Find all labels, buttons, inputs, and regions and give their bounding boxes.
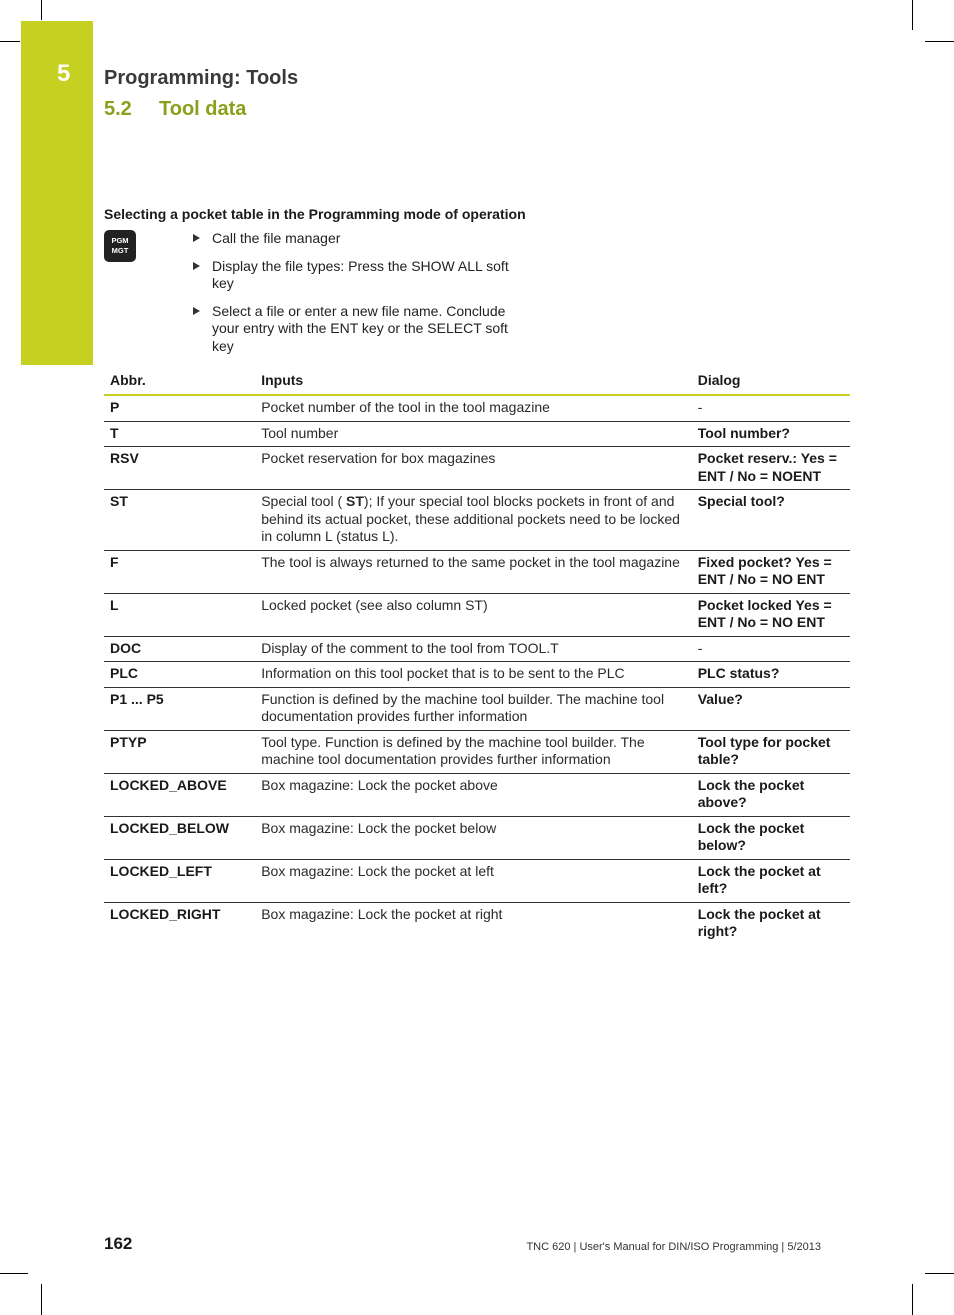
header-dialog: Dialog bbox=[692, 367, 850, 395]
table-row bbox=[104, 490, 850, 551]
table-row bbox=[104, 447, 850, 490]
cell-input: Box magazine: Lock the pocket below bbox=[255, 816, 692, 859]
table-row bbox=[104, 550, 850, 593]
crop-mark bbox=[0, 41, 20, 42]
crop-mark bbox=[912, 0, 913, 30]
crop-mark bbox=[925, 1273, 954, 1274]
header-abbr: Abbr. bbox=[104, 367, 255, 395]
step-text: Display the file types: Press the SHOW ALL soft key bbox=[212, 257, 509, 291]
cell-input: Display of the comment to the tool from TOOL.T bbox=[255, 636, 692, 662]
cell-dialog: Tool type for pocket table? bbox=[692, 730, 850, 773]
cell-input: Box magazine: Lock the pocket at left bbox=[255, 859, 692, 902]
cell-dialog: Tool number? bbox=[692, 421, 850, 447]
table-row bbox=[104, 902, 850, 945]
cell-abbr: F bbox=[104, 550, 255, 593]
cell-abbr: ST bbox=[104, 490, 255, 551]
cell-input: Tool type. Function is defined by the machine tool builder. The machine tool documentation provides further information bbox=[255, 730, 692, 773]
cell-abbr: L bbox=[104, 593, 255, 636]
cell-abbr: DOC bbox=[104, 636, 255, 662]
cell-dialog: Lock the pocket below? bbox=[692, 816, 850, 859]
table-row bbox=[104, 859, 850, 902]
cell-abbr: RSV bbox=[104, 447, 255, 490]
cell-dialog: - bbox=[692, 636, 850, 662]
bullet-arrow-icon bbox=[193, 234, 200, 242]
cell-input: The tool is always returned to the same pocket in the tool magazine bbox=[255, 550, 692, 593]
step-item bbox=[191, 230, 531, 248]
input-text-part: Special tool ( bbox=[261, 493, 347, 509]
bullet-arrow-icon bbox=[193, 307, 200, 315]
chapter-title: Programming: Tools bbox=[104, 67, 299, 89]
cell-dialog: Lock the pocket at left? bbox=[692, 859, 850, 902]
cell-dialog: Pocket locked Yes = ENT / No = NO ENT bbox=[692, 593, 850, 636]
key-label-line2: MGT bbox=[111, 246, 129, 255]
crop-mark bbox=[41, 0, 42, 20]
chapter-number: 5 bbox=[57, 60, 71, 87]
cell-abbr: T bbox=[104, 421, 255, 447]
cell-dialog: Value? bbox=[692, 687, 850, 730]
section-title: Tool data bbox=[159, 98, 247, 120]
cell-input: Pocket reservation for box magazines bbox=[255, 447, 692, 490]
cell-dialog: Lock the pocket above? bbox=[692, 773, 850, 816]
table-row bbox=[104, 662, 850, 688]
cell-dialog: PLC status? bbox=[692, 662, 850, 688]
table-header-row bbox=[104, 367, 850, 395]
page-number: 162 bbox=[104, 1234, 133, 1253]
table-row bbox=[104, 636, 850, 662]
cell-input: Box magazine: Lock the pocket above bbox=[255, 773, 692, 816]
cell-abbr: LOCKED_BELOW bbox=[104, 816, 255, 859]
cell-abbr: P1 ... P5 bbox=[104, 687, 255, 730]
table-row bbox=[104, 687, 850, 730]
key-label-line1: PGM bbox=[111, 236, 129, 245]
cell-dialog: Pocket reserv.: Yes = ENT / No = NOENT bbox=[692, 447, 850, 490]
cell-input: Function is defined by the machine tool builder. The machine tool documentation provides further information bbox=[255, 687, 692, 730]
cell-input: Information on this tool pocket that is to be sent to the PLC bbox=[255, 662, 692, 688]
step-item bbox=[191, 303, 531, 356]
table-row bbox=[104, 773, 850, 816]
table-row bbox=[104, 395, 850, 421]
crop-mark bbox=[912, 1284, 913, 1315]
input-text-part: ); If your special tool blocks pockets in front of and behind its actual pocket, these additional pockets need to be locked in column L (status L). bbox=[261, 493, 680, 544]
section-number: 5.2 bbox=[104, 98, 132, 120]
step-item bbox=[191, 258, 531, 293]
pgm-mgt-key-icon bbox=[104, 230, 136, 262]
crop-mark bbox=[0, 1273, 28, 1274]
bullet-arrow-icon bbox=[193, 262, 200, 270]
input-text-bold: ST bbox=[346, 493, 364, 509]
step-text: Call the file manager bbox=[212, 230, 341, 246]
step-text: Select a file or enter a new file name. Conclude your entry with the ENT key or the SELECT soft key bbox=[212, 302, 508, 354]
cell-input: Box magazine: Lock the pocket at right bbox=[261, 905, 503, 922]
pocket-table-columns bbox=[104, 367, 850, 945]
table-row bbox=[104, 421, 850, 447]
cell-abbr: P bbox=[104, 395, 255, 421]
table-row bbox=[104, 593, 850, 636]
cell-dialog: Fixed pocket? Yes = ENT / No = NO ENT bbox=[692, 550, 850, 593]
cell-abbr: LOCKED_ABOVE bbox=[104, 773, 255, 816]
footer-text: TNC 620 | User's Manual for DIN/ISO Programming | 5/2013 bbox=[526, 1241, 821, 1253]
table-row bbox=[104, 816, 850, 859]
cell-abbr: PLC bbox=[104, 662, 255, 688]
cell-dialog: Special tool? bbox=[692, 490, 850, 551]
crop-mark bbox=[41, 1284, 42, 1315]
cell-dialog: Lock the pocket at right? bbox=[697, 905, 821, 939]
cell-input bbox=[255, 490, 692, 551]
section-title-line bbox=[104, 98, 246, 121]
cell-dialog: - bbox=[692, 395, 850, 421]
cell-input: Tool number bbox=[255, 421, 692, 447]
cell-input: Pocket number of the tool in the tool magazine bbox=[255, 395, 692, 421]
cell-abbr: PTYP bbox=[104, 730, 255, 773]
cell-abbr: LOCKED_LEFT bbox=[104, 859, 255, 902]
crop-mark bbox=[925, 41, 954, 42]
step-list bbox=[191, 230, 531, 365]
cell-input: Locked pocket (see also column ST) bbox=[255, 593, 692, 636]
subsection-heading: Selecting a pocket table in the Programming mode of operation bbox=[104, 206, 526, 222]
header-inputs: Inputs bbox=[255, 367, 692, 395]
cell-abbr: LOCKED_RIGHT bbox=[110, 905, 221, 922]
table-row bbox=[104, 730, 850, 773]
